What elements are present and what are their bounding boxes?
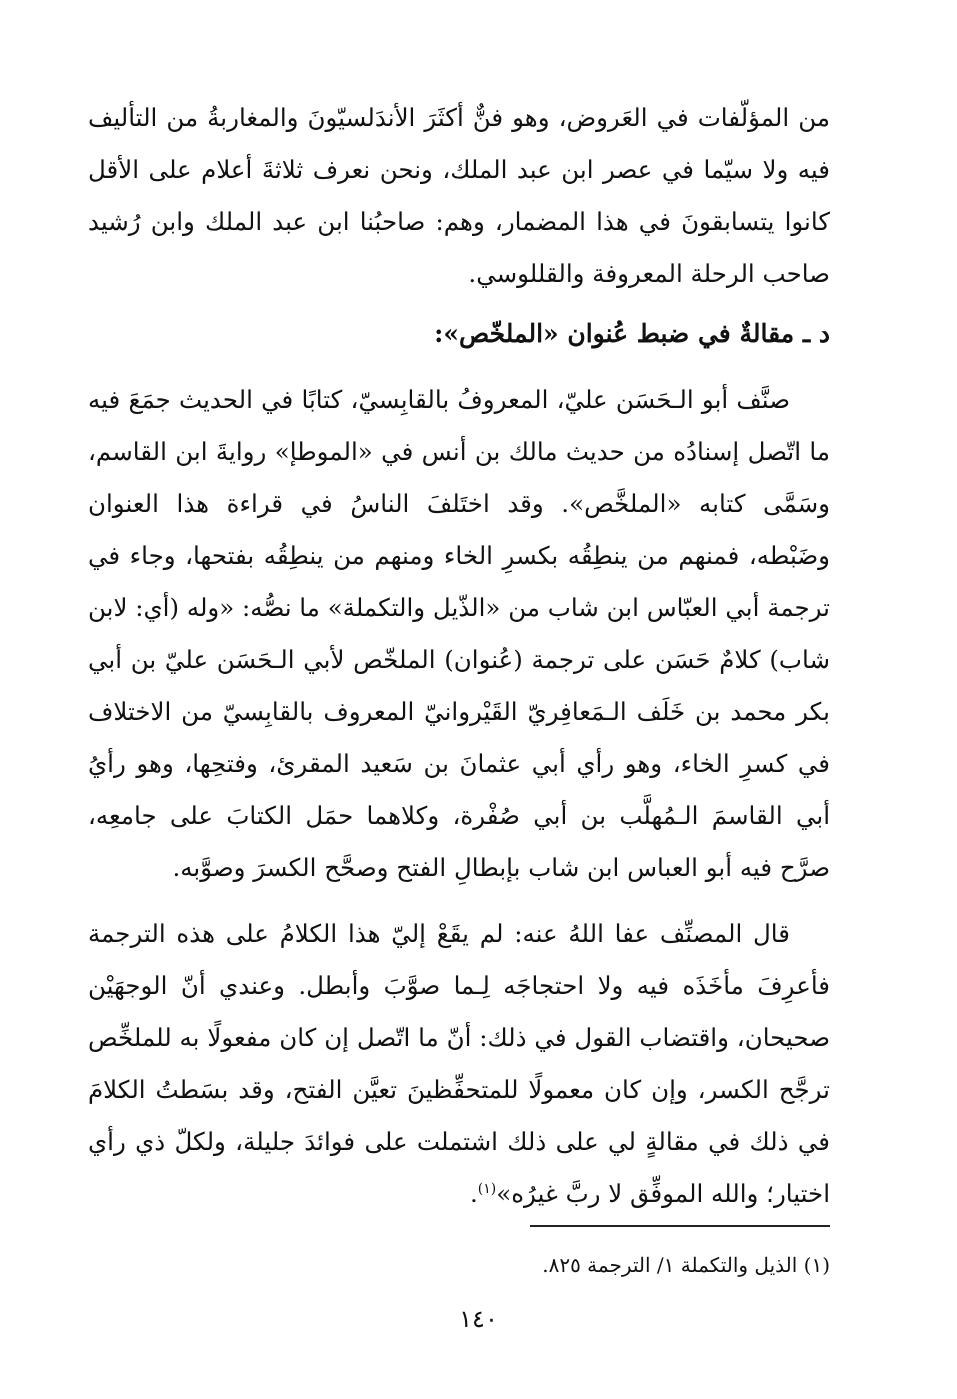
footnote-marker[interactable]: (١) xyxy=(477,1180,497,1197)
spacer xyxy=(88,300,830,308)
intro-paragraph: من المؤلّفات في العَروض، وهو فنٌّ أكثَرَ الأندَلسيّونَ والمغاربةُ من التأليف فيه ولا سيّما في عصر ابن عبد الملك، ونحن نعرف ثلاثةَ أعلام على الأقل كانوا يتسابقونَ في هذا المضمار، وهم: صاحبُنا ابن عبد الملك وابن رُشيد صاحب الرحلة المعروفة والقللوسي. xyxy=(88,103,830,288)
spacer xyxy=(88,894,830,908)
body-paragraph-2 xyxy=(88,908,830,1220)
body-paragraph-2-text: قال المصنِّف عفا اللهُ عنه: لم يقَعْ إليّ هذا الكلامُ على هذه الترجمة فأعرِفَ مأخَذَه فيه ولا احتجاجَه لِـما صوَّبَ وأبطل. وعندي أنّ الوجهَيْن صحيحان، واقتضاب القول في ذلك: أنّ ما اتّصل إن كان مفعولًا به للملخِّص ترجَّح الكسر، وإن كان معمولًا للمتحفِّظينَ تعيَّن الفتح، وقد بسَطتُ الكلامَ في ذلك في مقالةٍ لي على ذلك اشتملت على فوائدَ جليلة، ولكلّ ذي رأي اختيار؛ والله الموفِّق لا ربَّ غيرُه» xyxy=(88,919,830,1208)
spacer xyxy=(88,360,830,374)
footnote-divider xyxy=(530,1225,830,1227)
page-body xyxy=(88,92,830,1220)
section-heading: د ـ مقالةٌ في ضبط عُنوان «الملخّص»: xyxy=(434,319,830,348)
body-paragraph-1: صنَّف أبو الـحَسَن عليّ، المعروفُ بالقابِسيّ، كتابًا في الحديث جمَعَ فيه ما اتّصل إسنادُه من حديث مالك بن أنس في «الموطإ» روايةَ ابن القاسم، وسَمَّى كتابه «الملخَّص». وقد اختَلفَ الناسُ في قراءة هذا العنوان وضَبْطه، فمنهم من ينطِقُه بكسرِ الخاء ومنهم من ينطِقُه بفتحها، وجاء في ترجمة أبي العبّاس ابن شاب من «الذّيل والتكملة» ما نصُّه: «وله (أي: لابن شاب) كلامٌ حَسَن على ترجمة (عُنوان) الملخّص لأبي الـحَسَن عليّ بن أبي بكر محمد بن خَلَف الـمَعافِريّ القَيْروانيّ المعروف بالقابِسيّ من الاختلاف في كسرِ الخاء، وهو رأي أبي عثمانَ بن سَعيد المقرئ، وفتحِها، وهو رأيُ أبي القاسمَ الـمُهلَّب بن أبي صُفْرة، وكلاهما حمَل الكتابَ على جامعِه، صرَّح فيه أبو العباس ابن شاب بإبطالِ الفتح وصحَّح الكسرَ وصوَّبه. xyxy=(88,385,830,882)
closing-punctuation: . xyxy=(469,1179,478,1208)
footnote-text: (١) الذيل والتكملة ١/ الترجمة ٨٢٥. xyxy=(542,1253,830,1277)
page-number: ١٤٠ xyxy=(459,1305,498,1333)
